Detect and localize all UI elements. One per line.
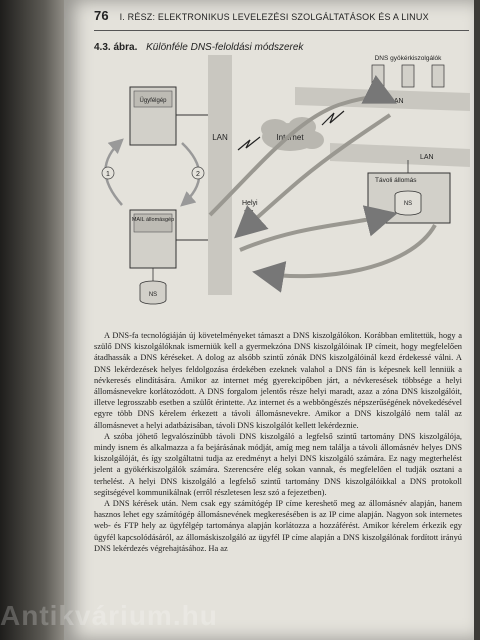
running-title: I. RÉSZ: ELEKTRONIKUS LEVELEZÉSI SZOLGÁLTATÁSOK ÉS A LINUX [119, 12, 429, 22]
body-text [94, 330, 462, 554]
lan-right-band [330, 143, 470, 167]
book-gutter [0, 0, 64, 640]
local-ns-label-1: Helyi [242, 200, 258, 207]
lan-vertical-label: LAN [212, 133, 228, 142]
lan-vertical-bar [208, 55, 232, 295]
lan-right-label: LAN [420, 154, 434, 161]
ns-bottom-label: NS [148, 292, 158, 298]
query-remote-arrow [240, 215, 390, 250]
dns-root-server-2 [402, 65, 414, 87]
step1-number: 1 [106, 171, 110, 178]
remote-host-label: Távoli állomás [375, 177, 417, 184]
lan-internet-bolt [238, 137, 260, 150]
page-number: 76 [94, 8, 109, 23]
client-label: Ügyfélgép [139, 98, 167, 104]
mail-host-label: MAIL állomásgép [131, 217, 175, 223]
internet-dns-bolt [322, 111, 344, 125]
dns-root-label: DNS gyökérkiszolgálók [374, 55, 442, 62]
figure-caption [94, 42, 303, 53]
header-rule [94, 30, 469, 31]
dns-diagram [90, 55, 470, 315]
watermark: Antikvárium.hu [0, 600, 218, 631]
local-ns-label-2: NS [244, 210, 254, 217]
paragraph: A DNS-fa tecnológiáján új követelményeket támaszt a DNS kiszolgálókon. Korábban emlitettük, hogy a szülő DNS kiszolgálóknak ismerniük kell a gyermekzóna DNS kiszolgálóinak IP címeit, hogy megfelelően átadhassák a DNS kéréseket. A dolog az alsóbb szintű zónák DNS kiszolgálóinál kezd érdekessé válni. A DNS lekérdezések helyes feldolgozása érdekében ezeknek valahol a DNS fán is képesnek kell lenniük a névkeresés elindítására. Amikor az internet még gyerekcipőben járt, a névkeresések többsége a helyi állomásnevekre korlátozódott. A DNS forgalom jelentős része helyi maradt, azaz a zóna DNS kiszolgálóit, illetve legrosszabb esetben a szülőt érintette. Az internet és a webböngészés népszerűségének növekedésével egyre több DNS kérelem érkezett a távoli állomásnevekre. Amikor a DNS kiszolgáló nem talál az állomásnevet a helyi adatbázisában, távoli DNS kiszolgálót kellett lekérdeznie. [94, 331, 462, 430]
dns-root-server-3 [432, 65, 444, 87]
figure-title: Különféle DNS-feloldási módszerek [146, 42, 304, 53]
paragraph: A DNS kérések után. Nem csak egy számítógép IP címe kereshető meg az állomásnév alapján, hanem hasznos lehet egy számítógép állomásnevének megkeresésében is az IP cime alapján. Nagyon sok internetes web- és FTP hely az ügyfélgép tartománya alapján korlátozza a hozzáférést. Amikor kérelem érkezik egy ügyfél kapcsolódásáról, az állomáskiszolgáló az ügyfél IP címe alapján a DNS kiszolgálónak fordított irányú DNS lekérdezés végrehajtásához. Ha az [94, 499, 462, 553]
book-page [64, 0, 474, 640]
internet-label: Internet [276, 133, 304, 142]
paragraph: A szóba jöhető legvalószínűbb távoli DNS kiszolgáló a legfelső szintű tartomány DNS kiszolgálója, mindy isnem és alkalmazza a fa bejárásának módját, amíg meg nem találja a távoli állomásnév helyes DNS kiszolgálóját, és így szolgáltatni tudja az eredményt a helyi DNS kiszolgáló számára. Ez nagy megterhelést jelent a gyökérkiszolgálók számára. Szerencsére elég sokan vannak, és megfelelően el tudják osztani a terhelést. A helyi DNS kiszolgáló a legfelső szintű tartomány DNS kiszolgálóikkal a DNS protokoll segítségével kommunikálnak (erről részletesen lesz szó a fejezetben). [94, 431, 462, 497]
lan-top-label: LAN [390, 98, 404, 105]
dns-root-server-1 [372, 65, 384, 87]
figure-number: 4.3. ábra. [94, 42, 138, 53]
remote-ns-label: NS [403, 201, 413, 207]
running-header [94, 8, 429, 23]
step2-number: 2 [196, 171, 200, 178]
